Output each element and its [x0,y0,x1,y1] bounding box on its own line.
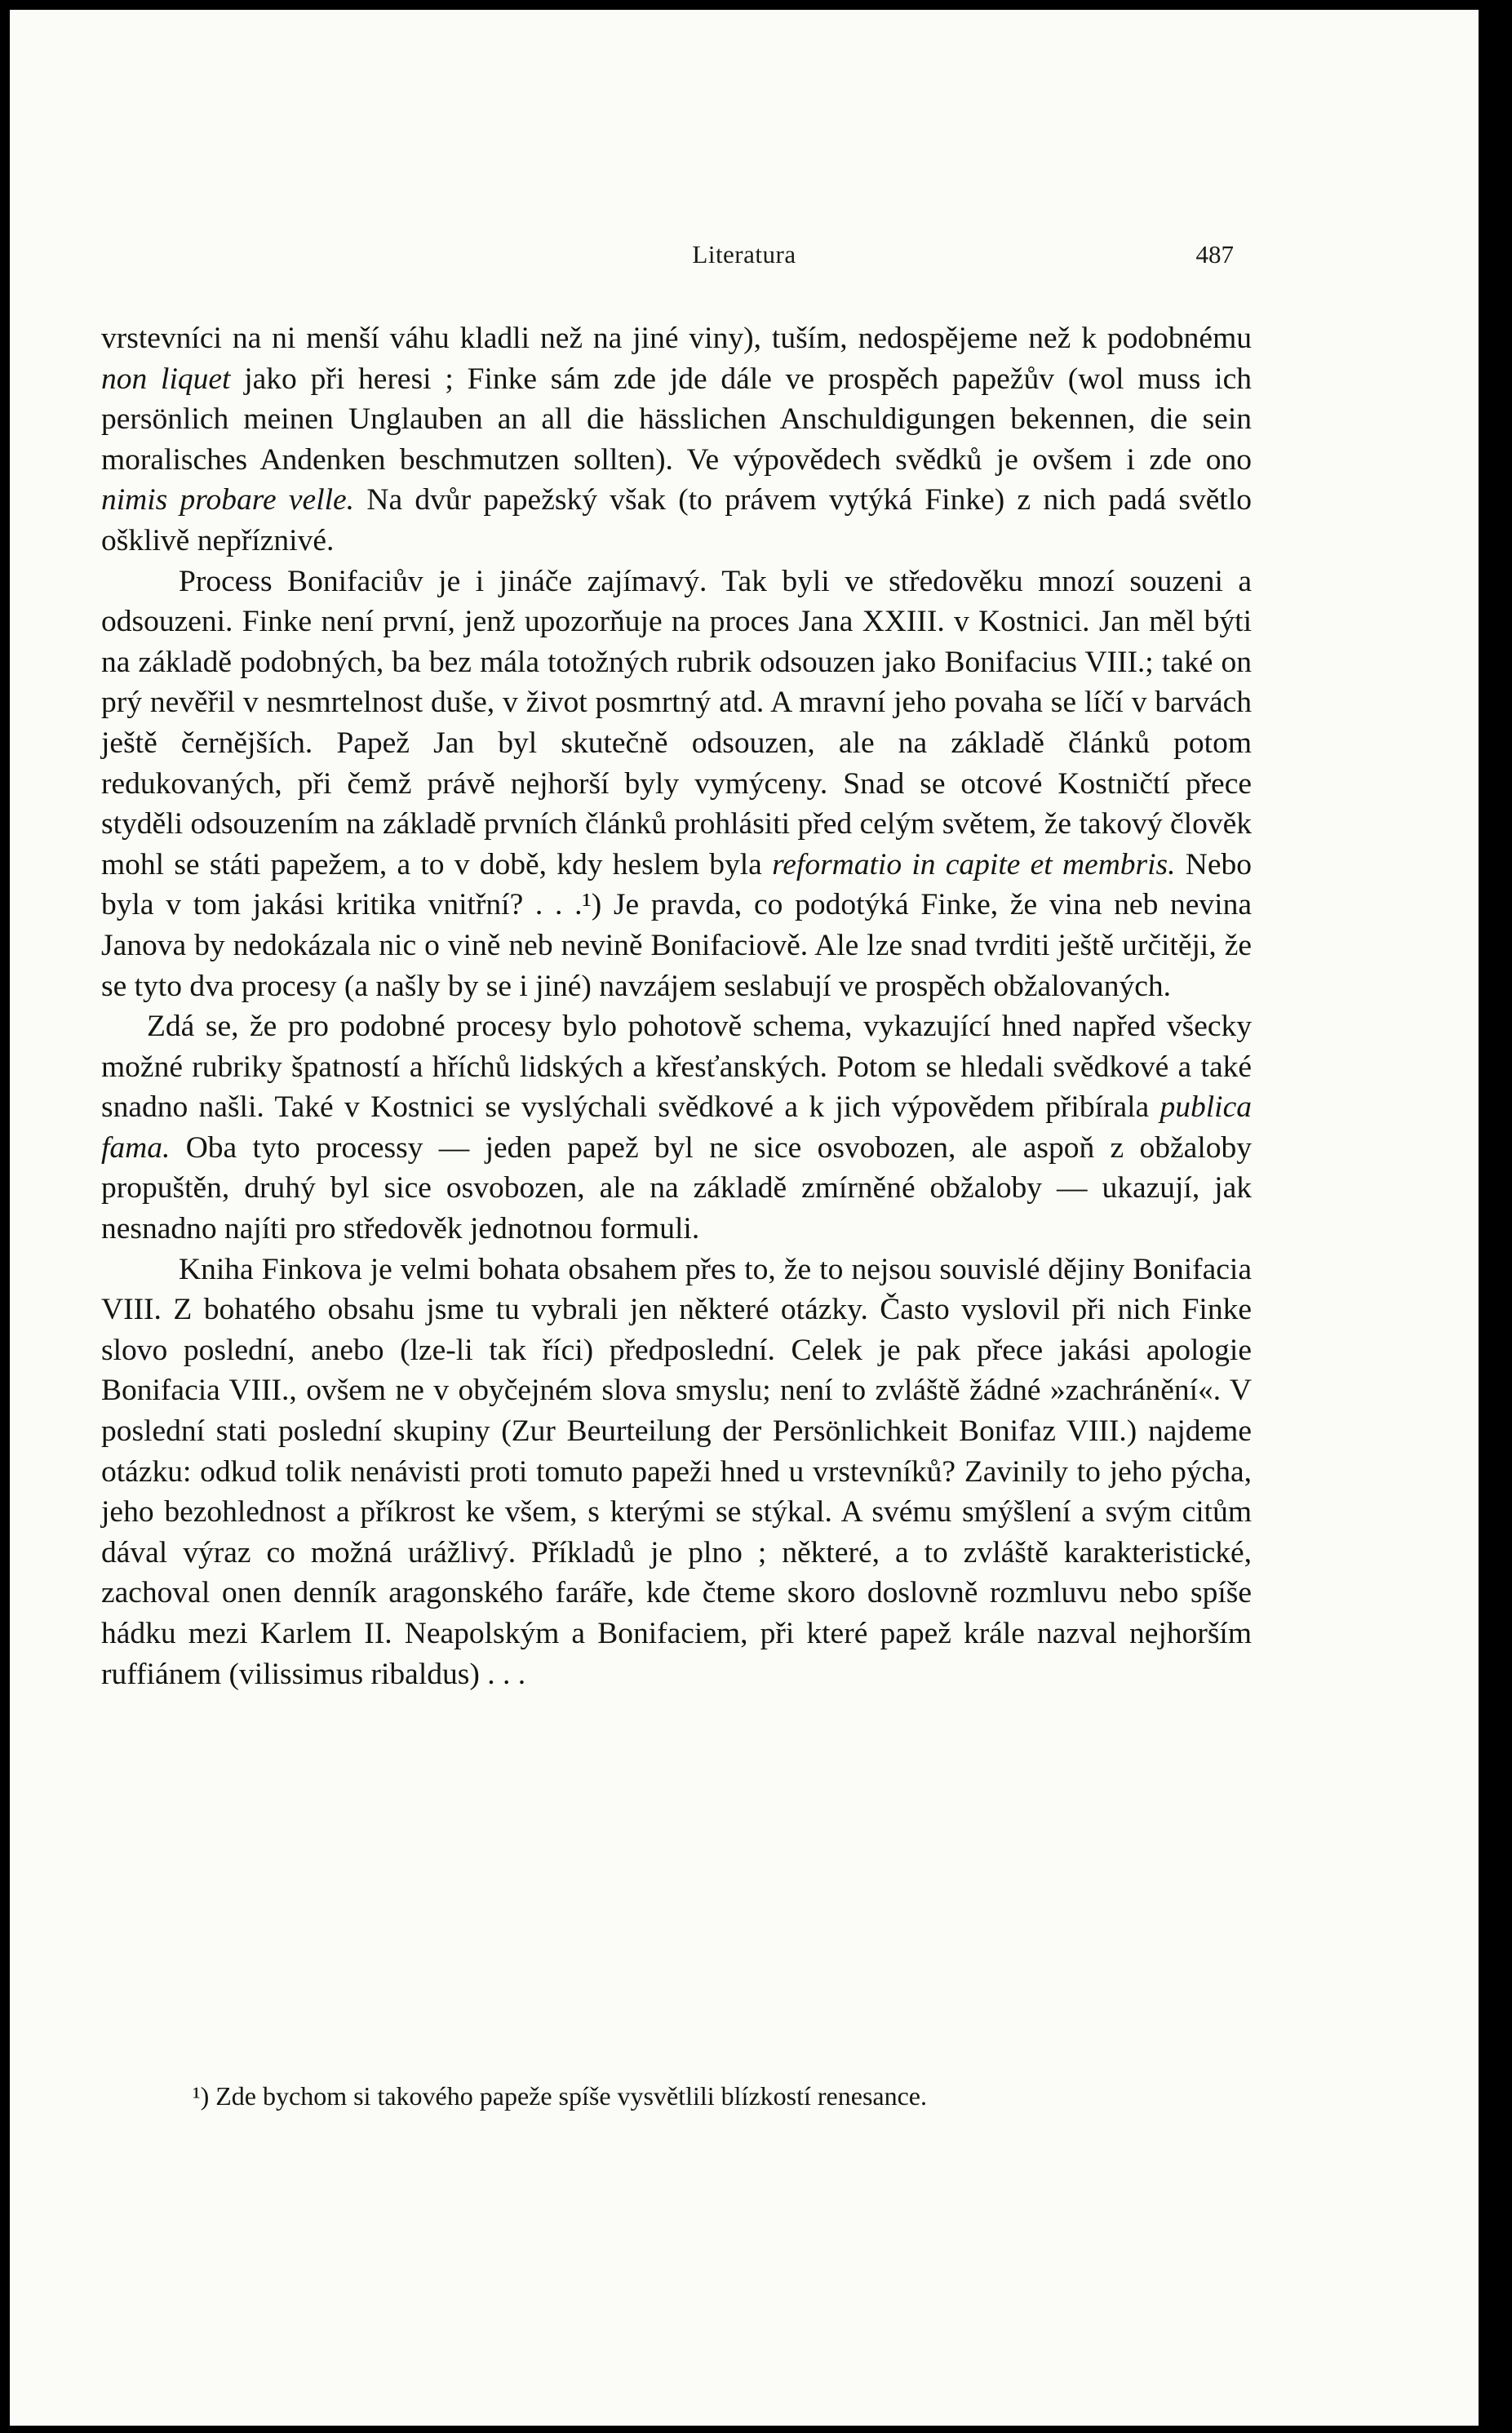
italic-phrase: publica fama. [101,1090,1252,1165]
italic-phrase: nimis probare velle. [101,483,355,517]
page-header [10,240,1479,273]
paragraph [101,562,1252,1007]
italic-phrase: reformatio in capite et membris. [772,847,1176,881]
running-title: Literatura [692,240,796,269]
paragraph [101,1006,1252,1250]
paragraph [101,1250,1252,1695]
text-run: Nebo byla v tom jakási kritika vnitřní? . . .¹) Je pravda, co podotýká Finke, že vina neb nevina Janova by nedokázala nic o vině neb nevině Bonifaciově. Ale lze snad tvrditi ještě určitěji, že se tyto dva procesy (a našly by se i jiné) navzájem seslabují ve prospěch obžalovaných. [101,847,1252,1003]
text-run: jako při heresi ; Finke sám zde jde dále ve prospěch papežův (wol muss ich persönlich meinen Unglauben an all die hässlichen Anschuldigungen bekennen, die sein moralisches Andenken beschmutzen sollten). Ve výpovědech svědků je ovšem i zde ono [101,362,1252,477]
text-run: Process Bonifaciův je i jináče zajímavý. Tak byli ve středověku mnozí souzeni a odsouzeni. Finke není první, jenž upozorňuje na proces Jana XXIII. v Kostnici. Jan měl býti na základě podobných, ba bez mála totožných rubrik odsouzen jako Bonifacius VIII.; také on prý nevěřil v nesmrtelnost duše, v život posmrtný atd. A mravní jeho povaha se líčí v barvách ještě černějších. Papež Jan byl skutečně odsouzen, ale na základě článků potom redukovaných, při čemž právě nejhorší byly vymýceny. Snad se otcové Kostničtí přece styděli odsouzením na základě prvních článků prohlásiti před celým světem, že takový člověk mohl se státi papežem, a to v době, kdy heslem byla [101,564,1252,881]
footnote-text: Zde bychom si takového papeže spíše vysvětlili blízkostí renesance. [209,2081,927,2111]
text-run: vrstevníci na ni menší váhu kladli než na jiné viny), tuším, nedospějeme než k podobnému [101,322,1252,355]
paragraph [101,318,1252,562]
text-run: Oba tyto processy — jeden papež byl ne sice osvobozen, ale aspoň z obžaloby propuštěn, druhý byl sice osvobozen, ale na základě zmírněné obžaloby — ukazují, jak nesnadno najíti pro středověk jednotnou formuli. [101,1130,1252,1246]
footnote [101,2079,1252,2113]
book-page [10,10,1479,2426]
text-run: Zdá se, že pro podobné procesy bylo pohotově schema, vykazující hned napřed všecky možné rubriky špatností a hříchů lidských a křesťanských. Potom se hledali svědkové a také snadno našli. Také v Kostnici se vyslýchali svědkové a k jich výpovědem přibírala [101,1010,1252,1125]
text-run: Kniha Finkova je velmi bohata obsahem přes to, že to nejsou souvislé dějiny Bonifacia VIII. Z bohatého obsahu jsme tu vybrali jen některé otázky. Často vyslovil při nich Finke slovo poslední, anebo (lze-li tak říci) předposlední. Celek je pak přece jakási apologie Bonifacia VIII., ovšem ne v obyčejném slova smyslu; není to zvláště žádné »zachránění«. V poslední stati poslední skupiny (Zur Beurteilung der Persönlichkeit Bonifaz VIII.) najdeme otázku: odkud tolik nenávisti proti tomuto papeži hned u vrstevníků? Zavinily to jeho pýcha, jeho bezohlednost a příkrost ke všem, s kterými se stýkal. A svému smýšlení a svým citům dával výraz co možná urážlivý. Příkladů je plno ; některé, a to zvláště karakteristické, zachoval onen denník aragonského faráře, kde čteme skoro doslovně rozmluvu nebo spíše hádku mezi Karlem II. Neapolským a Bonifaciem, při které papež krále nazval nejhorším ruffiánem (vilissimus ribaldus) . . . [101,1252,1252,1691]
footnote-marker: ¹) [193,2081,210,2111]
page-number: 487 [1195,240,1234,269]
italic-phrase: non liquet [101,362,231,396]
scan-edge [1479,0,1512,2433]
text-run: Na dvůr papežský však (to právem vytýká Finke) z nich padá světlo ošklivě nepříznivé. [101,483,1252,557]
body-text [101,318,1252,1694]
